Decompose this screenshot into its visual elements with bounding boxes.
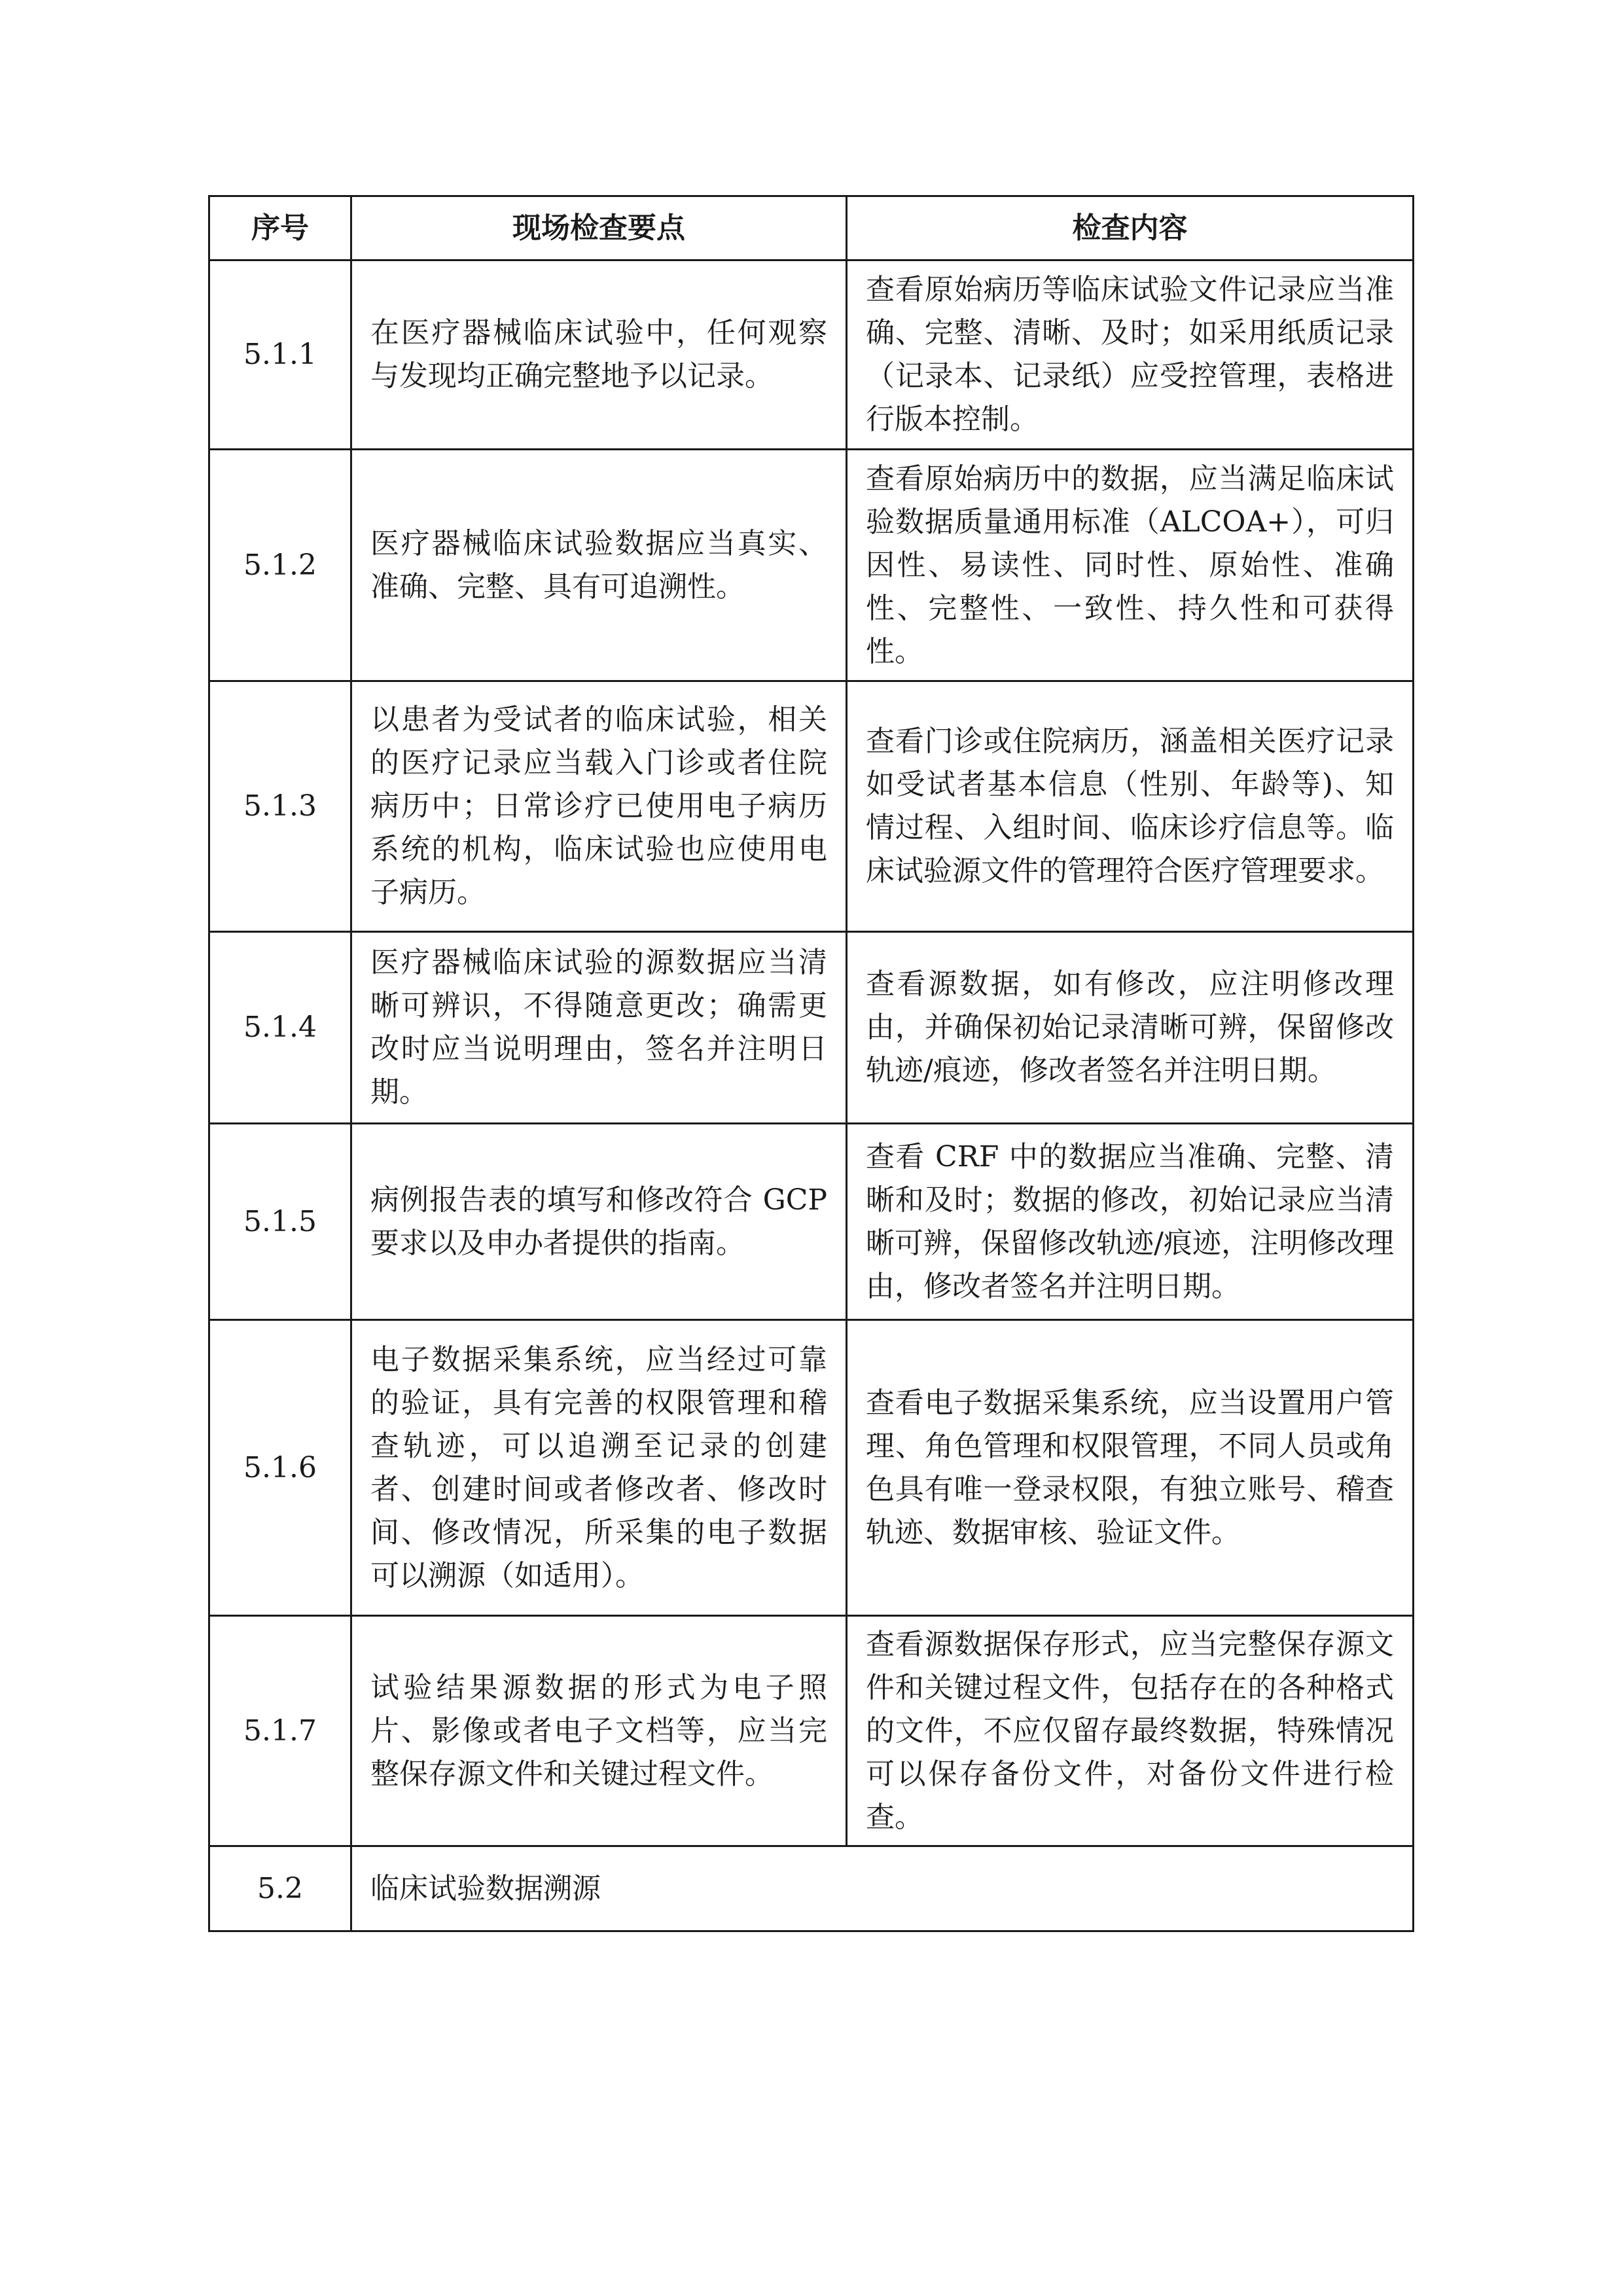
row-inspection-point: 以患者为受试者的临床试验，相关的医疗记录应当载入门诊或者住院病历中；日常诊疗已使用电子病历系统的机构，临床试验也应使用电子病历。 bbox=[351, 681, 847, 932]
row-number: 5.1.6 bbox=[209, 1320, 351, 1616]
header-inspection-point: 现场检查要点 bbox=[351, 196, 847, 260]
row-inspection-content: 查看原始病历中的数据，应当满足临床试验数据质量通用标准（ALCOA+），可归因性、易读性、同时性、原始性、准确性、完整性、一致性、持久性和可获得性。 bbox=[847, 450, 1414, 681]
table-row bbox=[209, 1124, 1414, 1320]
row-inspection-point: 医疗器械临床试验数据应当真实、准确、完整、具有可追溯性。 bbox=[351, 450, 847, 681]
row-inspection-content: 查看门诊或住院病历，涵盖相关医疗记录如受试者基本信息（性别、年龄等)、知情过程、入组时间、临床诊疗信息等。临床试验源文件的管理符合医疗管理要求。 bbox=[847, 681, 1414, 932]
header-inspection-content: 检查内容 bbox=[847, 196, 1414, 260]
table-row bbox=[209, 450, 1414, 681]
row-inspection-point: 电子数据采集系统，应当经过可靠的验证，具有完善的权限管理和稽查轨迹，可以追溯至记录的创建者、创建时间或者修改者、修改时间、修改情况，所采集的电子数据可以溯源（如适用）。 bbox=[351, 1320, 847, 1616]
row-number: 5.1.2 bbox=[209, 450, 351, 681]
row-inspection-point: 医疗器械临床试验的源数据应当清晰可辨识，不得随意更改；确需更改时应当说明理由，签名并注明日期。 bbox=[351, 932, 847, 1124]
row-inspection-content: 查看原始病历等临床试验文件记录应当准确、完整、清晰、及时；如采用纸质记录（记录本、记录纸）应受控管理，表格进行版本控制。 bbox=[847, 260, 1414, 450]
row-inspection-point: 病例报告表的填写和修改符合 GCP 要求以及申办者提供的指南。 bbox=[351, 1124, 847, 1320]
row-inspection-content: 查看电子数据采集系统，应当设置用户管理、角色管理和权限管理，不同人员或角色具有唯一登录权限，有独立账号、稽查轨迹、数据审核、验证文件。 bbox=[847, 1320, 1414, 1616]
row-number: 5.1.3 bbox=[209, 681, 351, 932]
table-row bbox=[209, 932, 1414, 1124]
table-header-row bbox=[209, 196, 1414, 260]
row-number: 5.1.5 bbox=[209, 1124, 351, 1320]
row-inspection-point: 在医疗器械临床试验中，任何观察与发现均正确完整地予以记录。 bbox=[351, 260, 847, 450]
row-inspection-content: 查看源数据保存形式，应当完整保存源文件和关键过程文件，包括存在的各种格式的文件，不应仅留存最终数据，特殊情况可以保存备份文件，对备份文件进行检查。 bbox=[847, 1616, 1414, 1846]
row-inspection-point: 试验结果源数据的形式为电子照片、影像或者电子文档等，应当完整保存源文件和关键过程文件。 bbox=[351, 1616, 847, 1846]
section-title: 临床试验数据溯源 bbox=[351, 1846, 1414, 1931]
row-number: 5.1.7 bbox=[209, 1616, 351, 1846]
table-row bbox=[209, 1320, 1414, 1616]
table-row bbox=[209, 681, 1414, 932]
row-number: 5.1.4 bbox=[209, 932, 351, 1124]
inspection-table bbox=[208, 195, 1414, 1932]
table-row bbox=[209, 1616, 1414, 1846]
section-row bbox=[209, 1846, 1414, 1931]
row-inspection-content: 查看 CRF 中的数据应当准确、完整、清晰和及时；数据的修改，初始记录应当清晰可辨，保留修改轨迹/痕迹，注明修改理由，修改者签名并注明日期。 bbox=[847, 1124, 1414, 1320]
row-number: 5.1.1 bbox=[209, 260, 351, 450]
table-row bbox=[209, 260, 1414, 450]
section-number: 5.2 bbox=[209, 1846, 351, 1931]
header-serial-number: 序号 bbox=[209, 196, 351, 260]
row-inspection-content: 查看源数据，如有修改，应注明修改理由，并确保初始记录清晰可辨，保留修改轨迹/痕迹，修改者签名并注明日期。 bbox=[847, 932, 1414, 1124]
